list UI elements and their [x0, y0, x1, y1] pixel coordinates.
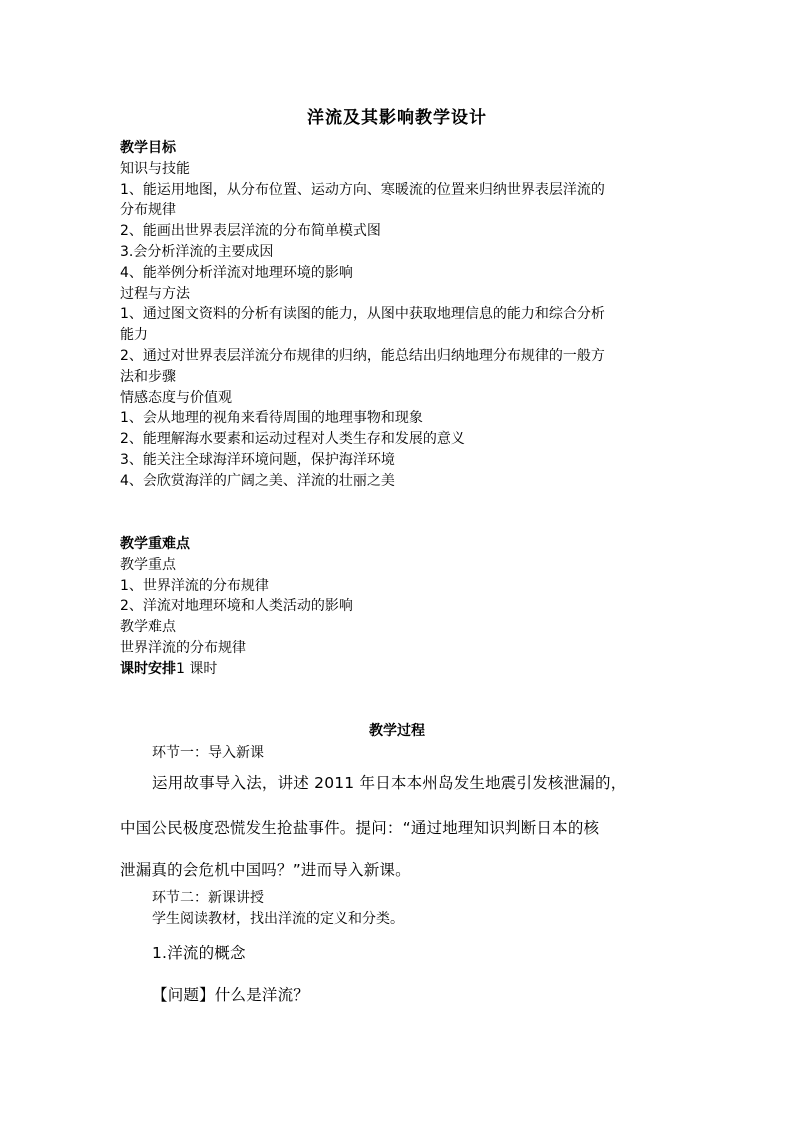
schedule-label: 课时安排 — [120, 660, 176, 677]
text-line: 情感态度与价值观 — [120, 389, 232, 406]
section-heading: 教学目标 — [120, 140, 176, 156]
text-line: 4、能举例分析洋流对地理环境的影响 — [120, 264, 353, 281]
text-line: 2、洋流对地理环境和人类活动的影响 — [120, 598, 353, 615]
schedule-value: 1 课时 — [176, 660, 218, 677]
text-line: 世界洋流的分布规律 — [120, 639, 246, 656]
text-line: 2、能理解海水要素和运动过程对人类生存和发展的意义 — [120, 431, 465, 448]
text-line: 1、世界洋流的分布规律 — [120, 577, 269, 594]
process-heading: 教学过程 — [369, 723, 425, 739]
step2-label: 环节二：新课讲授 — [152, 890, 264, 906]
section-key-points — [120, 534, 680, 680]
concept-heading: 1.洋流的概念 — [152, 944, 246, 962]
intro-line-3: 泄漏真的会危机中国吗？”进而导入新课。 — [120, 861, 411, 879]
section-heading: 教学重难点 — [120, 536, 190, 552]
schedule-line — [120, 659, 680, 680]
text-line: 知识与技能 — [120, 160, 190, 177]
intro-line-2: 中国公民极度恐慌发生抢盐事件。提问：“通过地理知识判断日本的核 — [120, 819, 600, 837]
question-line: 【问题】什么是洋流？ — [152, 986, 310, 1004]
text-line: 1、会从地理的视角来看待周围的地理事物和现象 — [120, 410, 423, 427]
text-line: 教学难点 — [120, 619, 176, 636]
text-line: 1、能运用地图，从分布位置、运动方向、寒暖流的位置来归纳世界表层洋流的 — [120, 181, 605, 198]
document-title: 洋流及其影响教学设计 — [307, 108, 487, 128]
step1-label: 环节一：导入新课 — [152, 745, 264, 761]
section-teaching-goals — [120, 138, 680, 492]
text-line: 法和步骤 — [120, 368, 176, 385]
text-line: 3.会分析洋流的主要成因 — [120, 243, 274, 260]
text-line: 1、通过图文资料的分析有读图的能力，从图中获取地理信息的能力和综合分析 — [120, 306, 605, 323]
text-line: 3、能关注全球海洋环境问题，保护海洋环境 — [120, 451, 395, 468]
text-line: 能力 — [120, 327, 148, 344]
text-line: 2、通过对世界表层洋流分布规律的归纳，能总结出归纳地理分布规律的一般方 — [120, 347, 605, 364]
text-line: 教学重点 — [120, 556, 176, 573]
text-line: 过程与方法 — [120, 285, 190, 302]
text-line: 分布规律 — [120, 202, 176, 219]
text-line: 2、能画出世界表层洋流的分布简单模式图 — [120, 223, 381, 240]
intro-line-1: 运用故事导入法，讲述 2011 年日本本州岛发生地震引发核泄漏的， — [152, 774, 627, 792]
reading-instruction: 学生阅读教材，找出洋流的定义和分类。 — [152, 911, 404, 927]
text-line: 4、会欣赏海洋的广阔之美、洋流的壮丽之美 — [120, 472, 395, 489]
